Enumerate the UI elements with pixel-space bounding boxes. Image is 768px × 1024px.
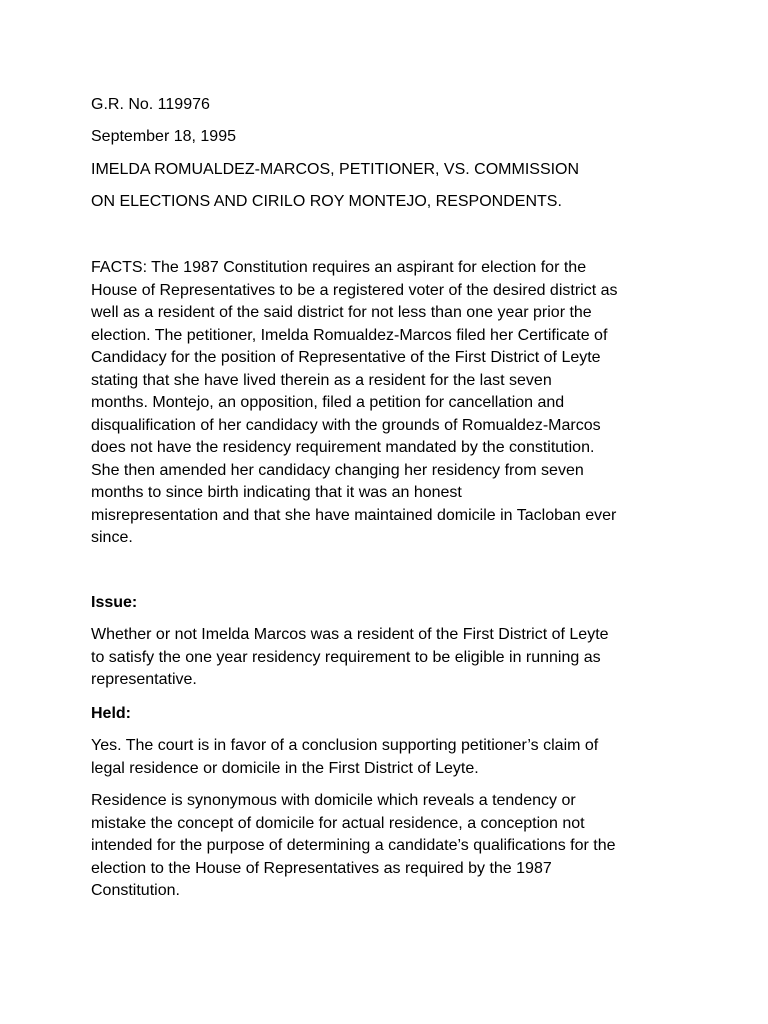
facts-line: She then amended her candidacy changing her residency from seven	[91, 461, 584, 479]
held-line: intended for the purpose of determining a candidate’s qualifications for the	[91, 837, 616, 854]
facts-line: House of Representatives to be a registered voter of the desired district as	[91, 281, 618, 299]
facts-line: election. The petitioner, Imelda Romualdez-Marcos filed her Certificate of	[91, 326, 608, 344]
issue-heading: Issue:	[91, 594, 138, 611]
case-number: G.R. No. 119976	[91, 96, 210, 113]
case-title-line-2: ON ELECTIONS AND CIRILO ROY MONTEJO, RESPONDENTS.	[91, 193, 562, 210]
facts-line: well as a resident of the said district for not less than one year prior the	[91, 304, 592, 321]
issue-line: Whether or not Imelda Marcos was a resident of the First District of Leyte	[91, 626, 609, 643]
facts-line: since.	[91, 529, 133, 546]
held-line: mistake the concept of domicile for actual residence, a conception not	[91, 814, 585, 832]
decision-date: September 18, 1995	[91, 128, 236, 145]
held-heading: Held:	[91, 705, 131, 722]
held-paragraph-1	[91, 735, 701, 780]
issue-line: to satisfy the one year residency requirement to be eligible in running as	[91, 648, 601, 666]
held-line: Constitution.	[91, 882, 180, 899]
issue-line: representative.	[91, 671, 197, 688]
held-line: election to the House of Representatives as required by the 1987	[91, 859, 552, 877]
facts-line: does not have the residency requirement mandated by the constitution.	[91, 439, 595, 456]
issue-paragraph	[91, 624, 701, 692]
held-line: legal residence or domicile in the First District of Leyte.	[91, 759, 479, 777]
facts-line: months to since birth indicating that it was an honest	[91, 484, 462, 501]
facts-line: disqualification of her candidacy with the grounds of Romualdez-Marcos	[91, 416, 601, 434]
facts-line: FACTS: The 1987 Constitution requires an aspirant for election for the	[91, 259, 587, 276]
held-paragraph-2	[91, 790, 701, 903]
facts-line: stating that she have lived therein as a resident for the last seven	[91, 371, 552, 389]
facts-paragraph	[91, 257, 701, 550]
case-title-line-1: IMELDA ROMUALDEZ-MARCOS, PETITIONER, VS. COMMISSION	[91, 161, 580, 178]
held-line: Residence is synonymous with domicile which reveals a tendency or	[91, 792, 576, 809]
held-line: Yes. The court is in favor of a conclusion supporting petitioner’s claim of	[91, 737, 599, 754]
facts-line: misrepresentation and that she have maintained domicile in Tacloban ever	[91, 506, 617, 524]
facts-line: Candidacy for the position of Representative of the First District of Leyte	[91, 349, 601, 366]
facts-line: months. Montejo, an opposition, filed a petition for cancellation and	[91, 394, 565, 411]
